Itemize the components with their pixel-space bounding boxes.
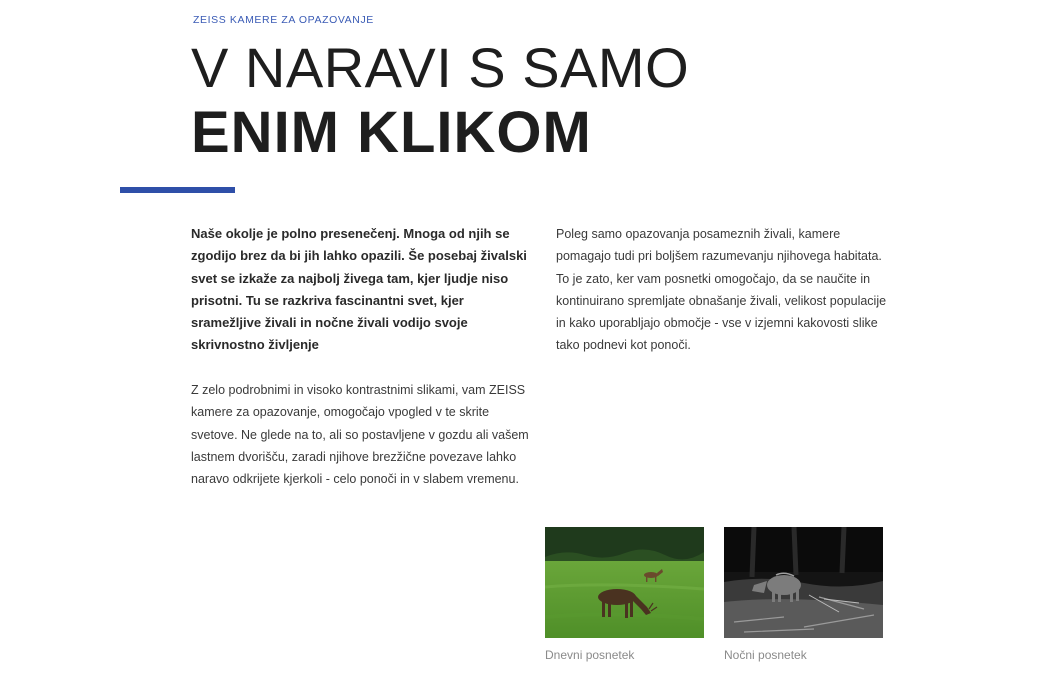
accent-divider [120,187,235,193]
day-photo-caption: Dnevni posnetek [545,648,635,662]
body-paragraph-right: Poleg samo opazovanja posameznih živali, kamere pomagajo tudi pri boljšem razumevanju njihovega habitata. To je zato, ker vam posnetki omogočajo, da se naučite in kontinuirano spremljate obnašanje živali, velikost populacije in kako uporabljajo območje - vse v izjemni kakovosti slike tako podnevi kot ponoči. [556,227,887,353]
day-photo-deer [545,527,704,638]
intro-paragraph: Naše okolje je polno presenečenj. Mnoga od njih se zgodijo brez da bi jih lahko opazili. Še posebaj živalski svet se izkaže za najbolj živega tam, kjer ljudje niso prisotni. Tu se razkriva fascinantni svet, kjer sramežljive živali in nočne živali vodijo svoje skrivnostno življenje [191,226,527,353]
page-title-line1: V NARAVI S SAMO [191,36,690,99]
body-paragraph-left: Z zelo podrobnimi in visoko kontrastnimi slikami, vam ZEISS kamere za opazovanje, omogočajo vpogled v te skrite svetove. Ne glede na to, ali so postavljene v gozdu ali vašem lastnem dvorišču, zaradi njihove brezžične povezave lahko naravo odkrijete kjerkoli - celo ponoči in v slabem vremenu. [191,383,529,487]
night-photo-caption: Nočni posnetek [724,648,807,662]
eyebrow-label: ZEISS KAMERE ZA OPAZOVANJE [193,14,374,26]
night-photo-boar [724,527,883,638]
page-title-line2: ENIM KLIKOM [191,100,592,165]
